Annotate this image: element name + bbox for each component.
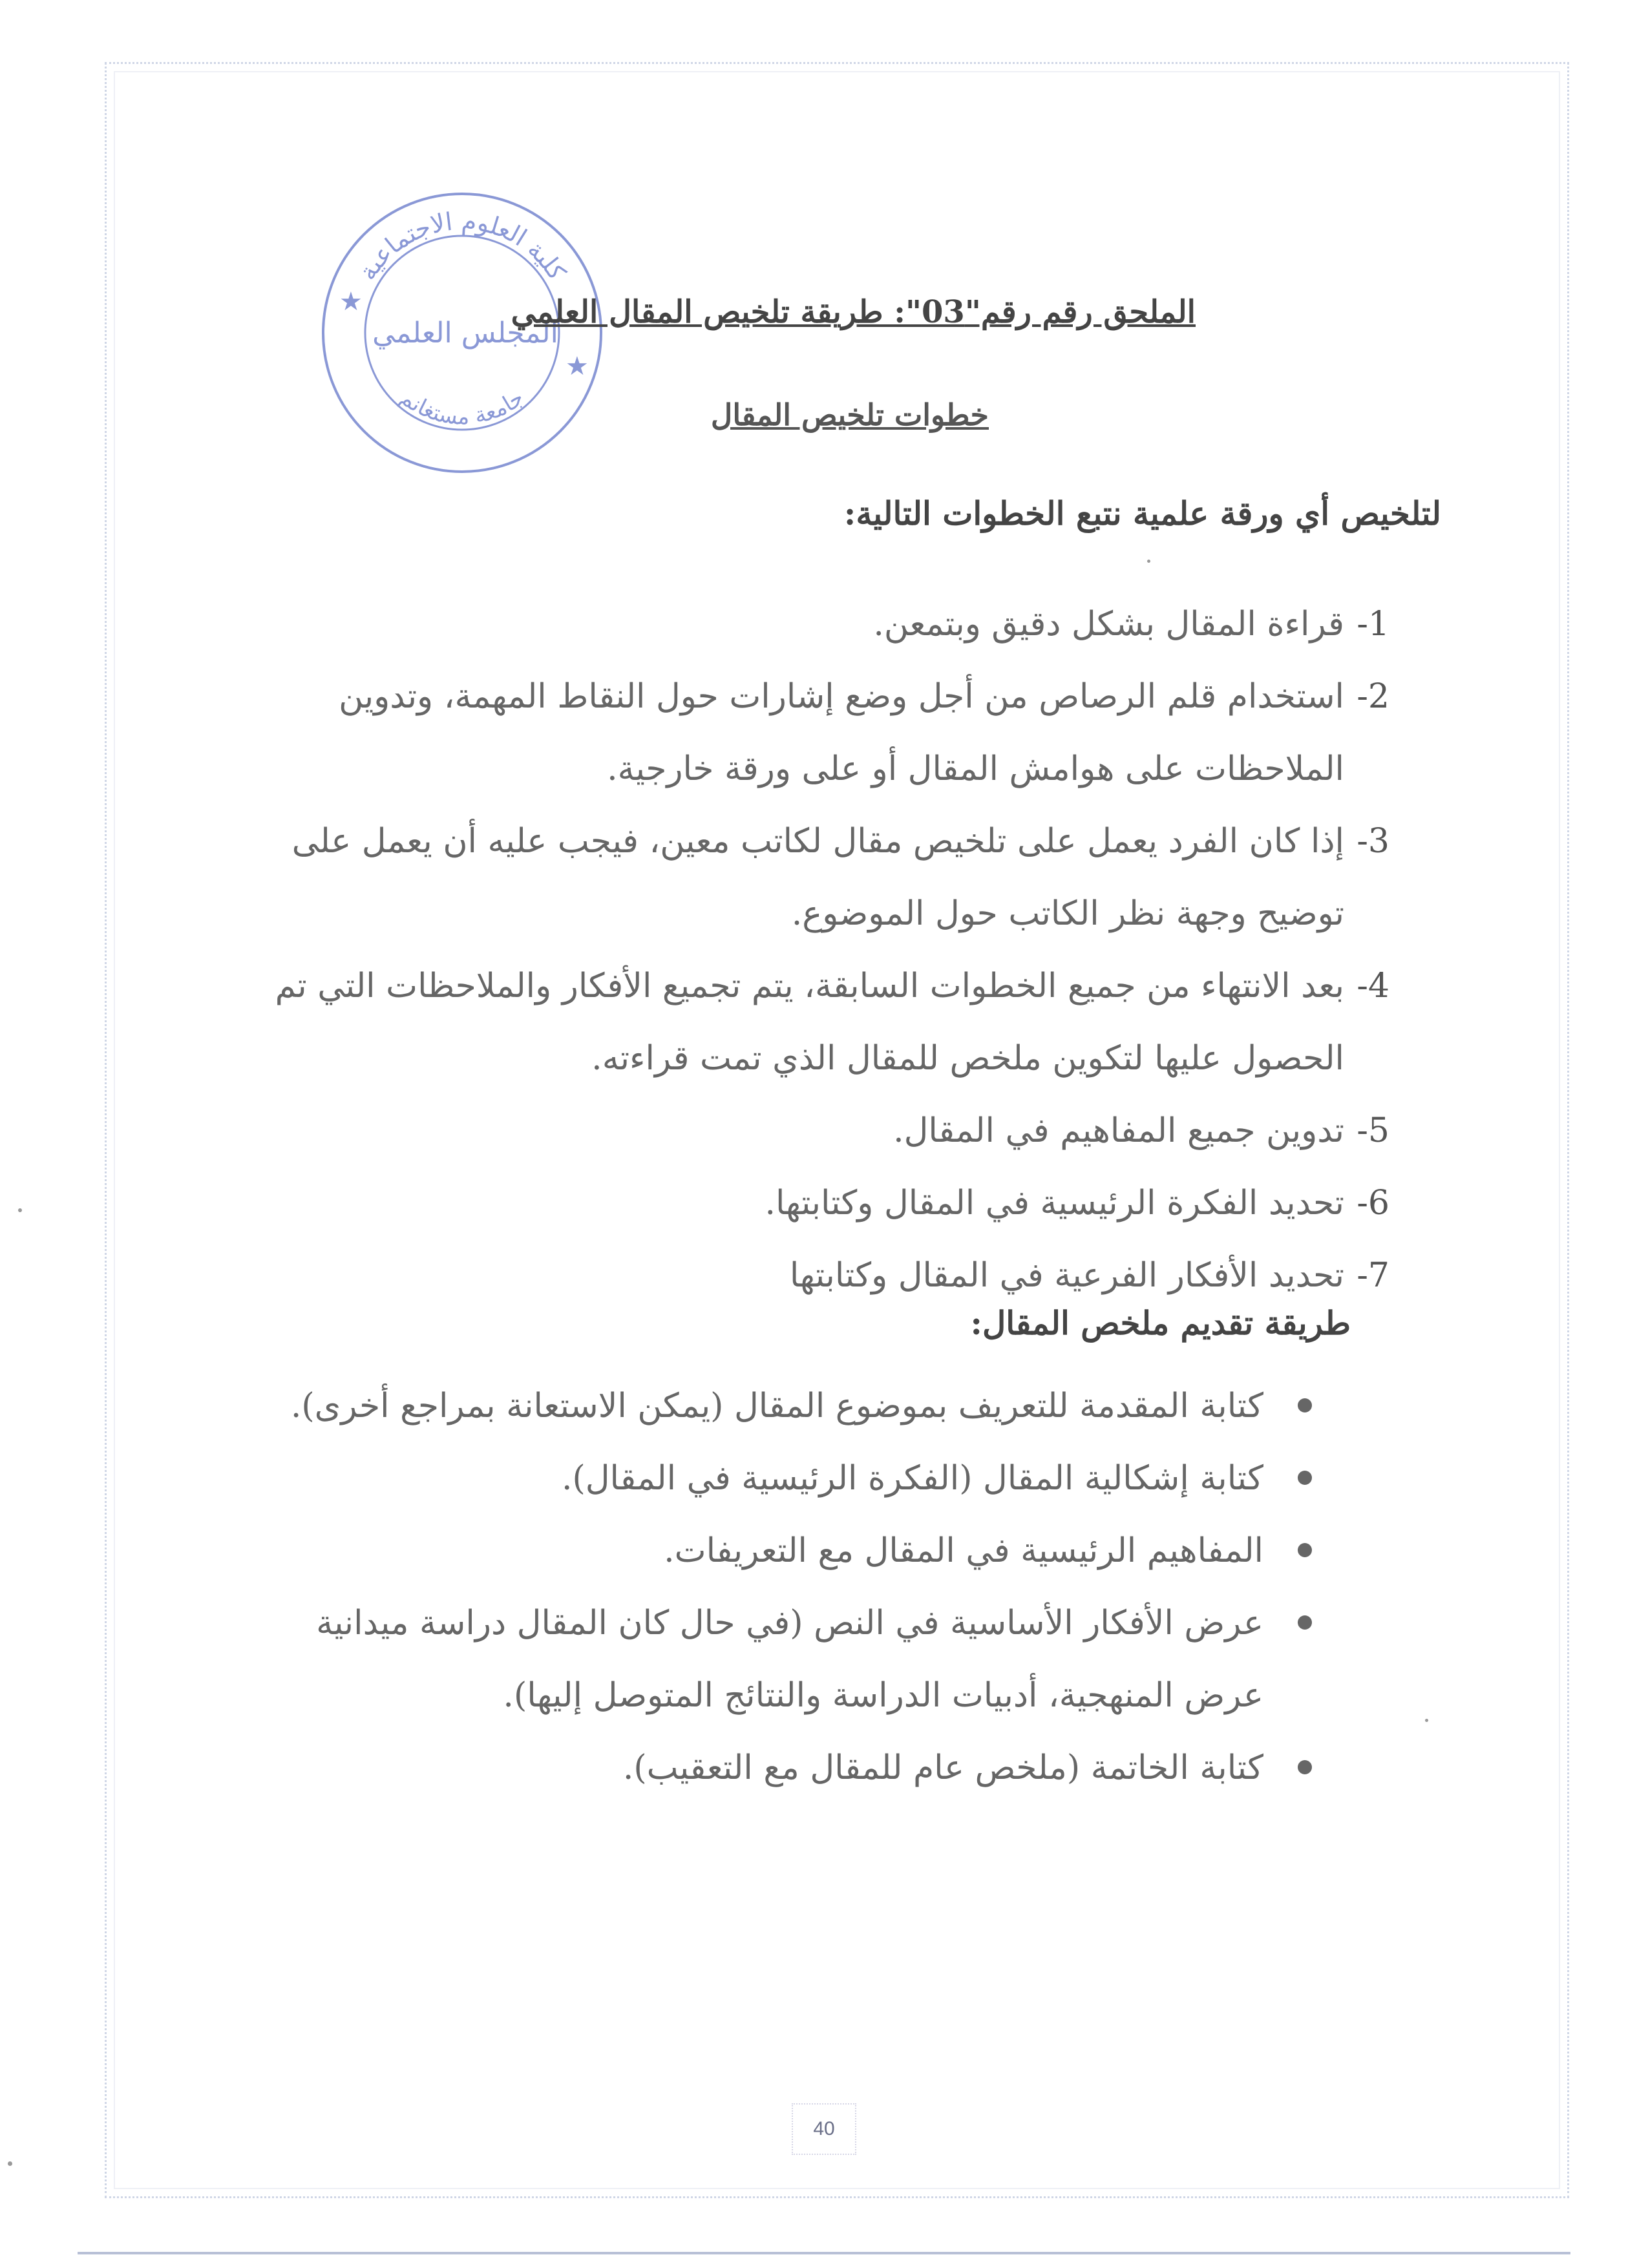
step-number: 5-	[1357, 1111, 1389, 1150]
step-text: تحديد الأفكار الفرعية في المقال وكتابتها	[789, 1256, 1344, 1295]
step-number: 1-	[1357, 605, 1389, 644]
bullet-text: المفاهيم الرئيسية في المقال مع التعريفات.	[664, 1531, 1263, 1570]
step-text: تحديد الفكرة الرئيسية في المقال وكتابتها.	[765, 1184, 1344, 1223]
bullet-icon	[1298, 1543, 1312, 1557]
list-item	[84, 1515, 1312, 1587]
document-title: الملحق رقم رقم"03": طريقة تلخيص المقال العلمي	[511, 294, 1196, 330]
stamp-center-text: المجلس العلمي	[372, 317, 558, 350]
step-text: إذا كان الفرد يعمل على تلخيص مقال لكاتب معين، فيجب عليه أن يعمل على	[291, 822, 1344, 861]
steps-list	[65, 588, 1389, 1312]
step-text-continued: الحصول عليها لتكوين ملخص للمقال الذي تمت قراءته.	[591, 1039, 1344, 1078]
bullet-text-continued: عرض المنهجية، أدبيات الدراسة والنتائج المتوصل إليها).	[503, 1676, 1263, 1715]
list-item	[84, 1442, 1312, 1515]
bullet-icon	[1298, 1615, 1312, 1630]
list-item	[65, 1239, 1389, 1312]
stamp-star-icon: ★	[339, 287, 363, 317]
step-number: 2-	[1357, 677, 1389, 716]
step-number: 7-	[1357, 1256, 1389, 1295]
list-item	[65, 805, 1389, 950]
bullet-icon	[1298, 1471, 1312, 1485]
list-item	[84, 1587, 1312, 1732]
list-item	[65, 1167, 1389, 1239]
page-number: 40	[792, 2103, 856, 2155]
step-text-continued: توضيح وجهة نظر الكاتب حول الموضوع.	[791, 894, 1344, 933]
list-item	[65, 1095, 1389, 1167]
bullet-icon	[1298, 1398, 1312, 1412]
bullet-text: كتابة الخاتمة (ملخص عام للمقال مع التعقيب).	[622, 1748, 1263, 1787]
section-heading: طريقة تقديم ملخص المقال:	[970, 1304, 1351, 1342]
list-item	[84, 1732, 1312, 1804]
step-text: استخدام قلم الرصاص من أجل وضع إشارات حول النقاط المهمة، وتدوين	[339, 677, 1344, 716]
step-text: قراءة المقال بشكل دقيق وبتمعن.	[873, 605, 1344, 644]
step-text-continued: الملاحظات على هوامش المقال أو على ورقة خارجية.	[607, 750, 1344, 788]
stamp-bottom-text: جامعة مستغانم	[395, 384, 529, 430]
list-item	[65, 588, 1389, 660]
bullet-icon	[1298, 1760, 1312, 1774]
bullet-text: كتابة إشكالية المقال (الفكرة الرئيسية في المقال).	[561, 1459, 1263, 1498]
bullet-text: عرض الأفكار الأساسية في النص (في حال كان المقال دراسة ميدانية	[316, 1604, 1263, 1643]
document-subtitle: خطوات تلخيص المقال	[710, 397, 989, 432]
stamp-outer-text: كلية العلوم الاجتماعية	[353, 206, 572, 286]
bullet-list	[84, 1370, 1312, 1804]
stamp-star-icon: ★	[565, 352, 589, 381]
list-item	[65, 950, 1389, 1095]
step-text: بعد الانتهاء من جميع الخطوات السابقة، يتم تجميع الأفكار والملاحظات التي تم	[275, 967, 1344, 1005]
bullet-text: كتابة المقدمة للتعريف بموضوع المقال (يمكن الاستعانة بمراجع أخرى).	[290, 1387, 1263, 1425]
intro-text: لتلخيص أي ورقة علمية نتبع الخطوات التالية:	[843, 494, 1441, 532]
list-item	[65, 660, 1389, 805]
list-item	[84, 1370, 1312, 1442]
step-number: 6-	[1357, 1184, 1389, 1223]
step-number: 3-	[1357, 822, 1389, 861]
step-text: تدوين جميع المفاهيم في المقال.	[893, 1111, 1344, 1150]
step-number: 4-	[1357, 967, 1389, 1005]
